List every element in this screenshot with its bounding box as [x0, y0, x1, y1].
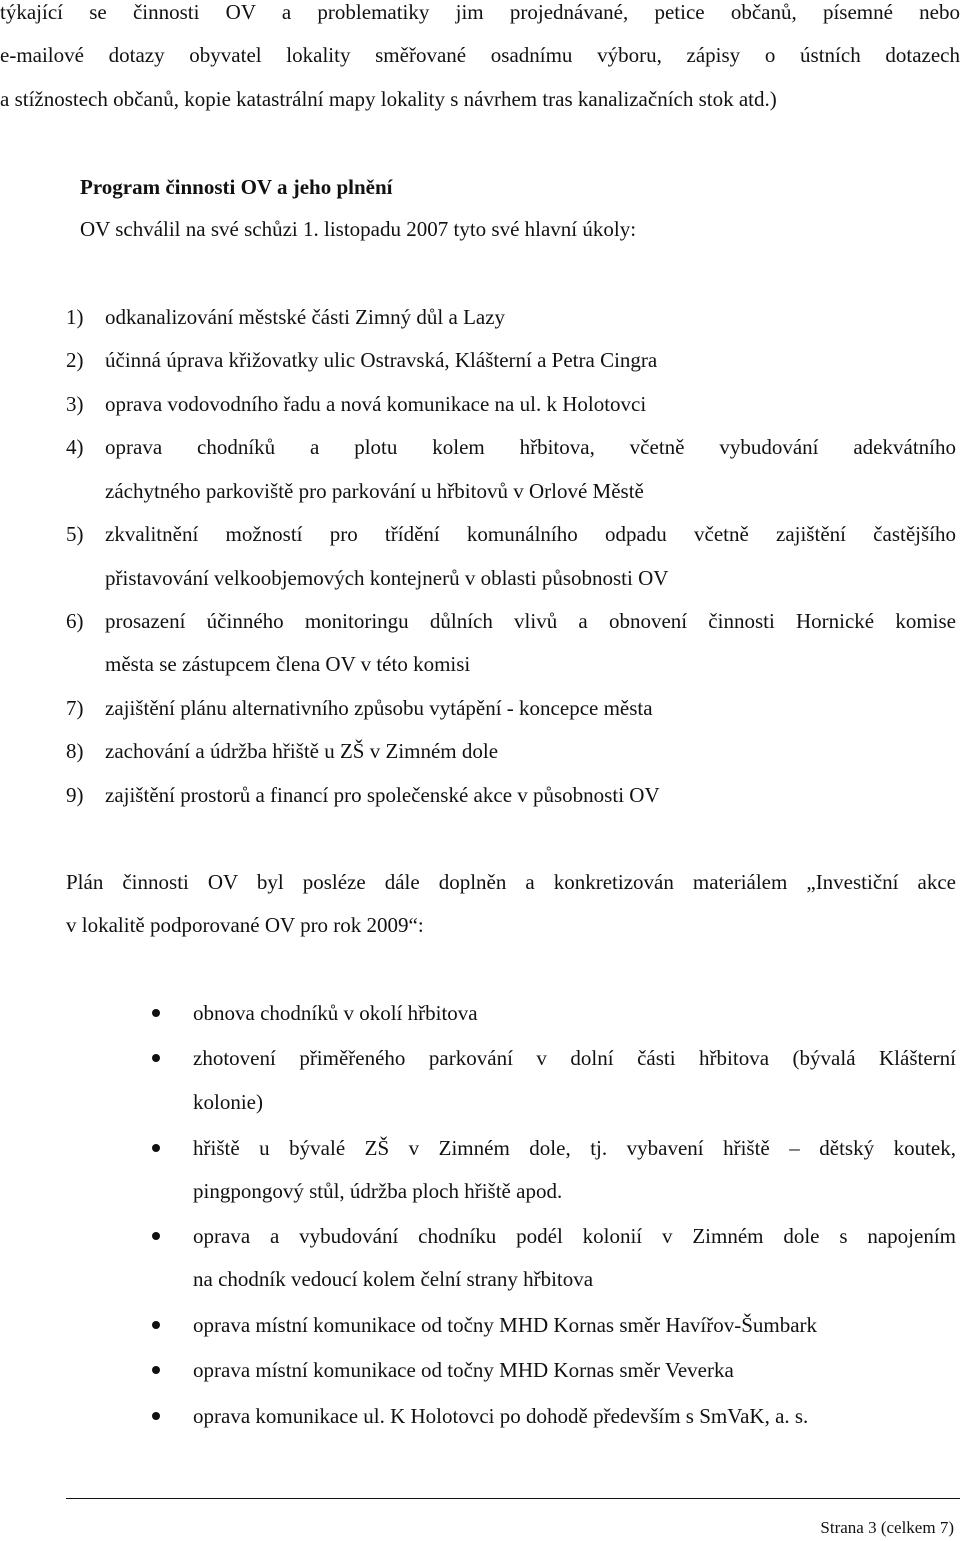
- list-item-number: 6): [66, 609, 84, 633]
- list-item-text: pingpongový stůl, údržba ploch hřiště apod.: [193, 1179, 563, 1203]
- intro-line: e-mailové dotazy obyvatel lokality směřované osadnímu výboru, zápisy o ústních dotazech: [0, 43, 960, 67]
- list-item-text: města se zástupcem člena OV v této komisi: [105, 652, 471, 676]
- list-item-number: 8): [66, 739, 84, 763]
- list-item-number: 1): [66, 305, 84, 329]
- list-item-text: zajištění plánu alternativního způsobu vytápění - koncepce města: [105, 696, 653, 720]
- list-item-text: záchytného parkoviště pro parkování u hřbitovů v Orlové Městě: [105, 479, 644, 503]
- page-number: Strana 3 (celkem 7): [820, 1518, 954, 1537]
- section-heading: Program činnosti OV a jeho plnění: [80, 175, 393, 199]
- list-item-number: 5): [66, 522, 84, 546]
- list-item-text: hřiště u bývalé ZŠ v Zimném dole, tj. vybavení hřiště – dětský koutek,: [193, 1136, 956, 1160]
- list-item-number: 9): [66, 783, 84, 807]
- list-item-text: obnova chodníků v okolí hřbitova: [193, 1001, 478, 1025]
- bullet-icon: [152, 1054, 160, 1062]
- list-item-number: 2): [66, 348, 84, 372]
- footer-rule: [66, 1498, 960, 1499]
- list-item-text: zajištění prostorů a financí pro společenské akce v působnosti OV: [105, 783, 660, 807]
- list-item-text: oprava místní komunikace od točny MHD Kornas směr Havířov-Šumbark: [193, 1313, 818, 1337]
- intro-line: a stížnostech občanů, kopie katastrální mapy lokality s návrhem tras kanalizačních stok atd.): [0, 87, 777, 111]
- bullet-icon: [152, 1009, 160, 1017]
- list-item-text: oprava komunikace ul. K Holotovci po dohodě především s SmVaK, a. s.: [193, 1404, 809, 1428]
- list-item-text: zachování a údržba hřiště u ZŠ v Zimném dole: [105, 739, 499, 763]
- plan-paragraph-line: Plán činnosti OV byl posléze dále doplněn a konkretizován materiálem „Investiční akce: [66, 870, 956, 894]
- list-item-number: 3): [66, 392, 84, 416]
- list-item-number: 4): [66, 435, 84, 459]
- list-item-text: oprava a vybudování chodníku podél kolonií v Zimném dole s napojením: [193, 1224, 956, 1248]
- list-item-text: kolonie): [193, 1090, 263, 1114]
- list-item-text: oprava vodovodního řadu a nová komunikace na ul. k Holotovci: [105, 392, 647, 416]
- bullet-icon: [152, 1144, 160, 1152]
- intro-line: týkající se činnosti OV a problematiky jim projednávané, petice občanů, písemné nebo: [0, 0, 960, 24]
- list-item-text: zkvalitnění možností pro třídění komunálního odpadu včetně zajištění častějšího: [105, 522, 956, 546]
- list-item-text: oprava chodníků a plotu kolem hřbitova, včetně vybudování adekvátního: [105, 435, 956, 459]
- bullet-icon: [152, 1412, 160, 1420]
- bullet-icon: [152, 1321, 160, 1329]
- list-item-text: odkanalizování městské části Zimný důl a Lazy: [105, 305, 506, 329]
- bullet-icon: [152, 1232, 160, 1240]
- plan-paragraph-line: v lokalitě podporované OV pro rok 2009“:: [66, 913, 424, 937]
- section-intro: OV schválil na své schůzi 1. listopadu 2007 tyto své hlavní úkoly:: [80, 217, 637, 241]
- list-item-text: oprava místní komunikace od točny MHD Kornas směr Veverka: [193, 1358, 734, 1382]
- list-item-number: 7): [66, 696, 84, 720]
- list-item-text: zhotovení přiměřeného parkování v dolní části hřbitova (bývalá Klášterní: [193, 1046, 956, 1070]
- list-item-text: účinná úprava křižovatky ulic Ostravská, Klášterní a Petra Cingra: [105, 348, 658, 372]
- bullet-icon: [152, 1366, 160, 1374]
- list-item-text: přistavování velkoobjemových kontejnerů v oblasti působnosti OV: [105, 566, 669, 590]
- list-item-text: prosazení účinného monitoringu důlních vlivů a obnovení činnosti Hornické komise: [105, 609, 956, 633]
- list-item-text: na chodník vedoucí kolem čelní strany hřbitova: [193, 1267, 594, 1291]
